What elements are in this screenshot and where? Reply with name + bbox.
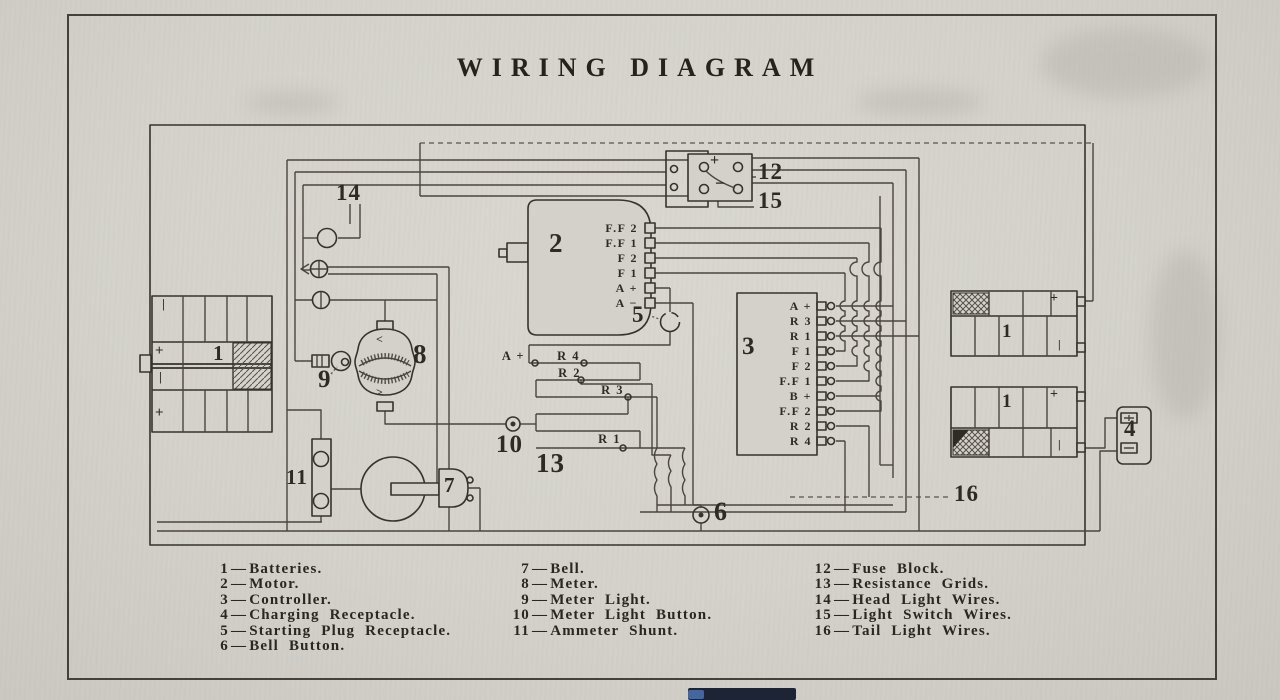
legend-dash: — bbox=[231, 637, 248, 654]
legend-dash: — bbox=[231, 607, 248, 624]
battery-left-mark: | bbox=[162, 296, 166, 311]
legend-item-number: 1 bbox=[220, 561, 229, 577]
callout-controller: 3 bbox=[742, 333, 756, 360]
legend-item-label: Charging Receptacle. bbox=[249, 607, 416, 624]
grid-tap-r1: R 1 bbox=[598, 432, 621, 446]
controller-terminal-label: R 3 bbox=[789, 314, 812, 328]
page-title: WIRING DIAGRAM bbox=[456, 53, 824, 82]
controller-terminal-label: R 4 bbox=[789, 434, 812, 448]
battery-right-bottom-plus: + bbox=[1050, 387, 1059, 402]
meter-arrow-top: < bbox=[376, 332, 384, 346]
legend-column-1 bbox=[203, 561, 451, 653]
battery-right-top-bar: | bbox=[1058, 337, 1062, 351]
legend-item bbox=[203, 623, 451, 638]
callout-fuse-block: 12 bbox=[758, 159, 783, 184]
legend-dash: — bbox=[532, 561, 549, 577]
battery-right-bottom-number: 1 bbox=[1002, 391, 1013, 412]
legend-item bbox=[798, 607, 1012, 622]
legend-dash: — bbox=[532, 576, 549, 593]
motor-terminal-label: F.F 1 bbox=[605, 236, 638, 250]
legend-item-label: Ammeter Shunt. bbox=[550, 622, 679, 639]
legend-item bbox=[203, 638, 451, 653]
controller-terminal-label: F 1 bbox=[791, 344, 812, 358]
legend-item-label: Fuse Block. bbox=[852, 561, 945, 577]
legend-item bbox=[498, 607, 712, 622]
controller-terminal-label: F.F 2 bbox=[779, 404, 812, 418]
battery-right-bottom-bar: | bbox=[1058, 437, 1062, 451]
callout-head-light-wires: 14 bbox=[336, 180, 361, 205]
controller-terminal-label: A + bbox=[789, 299, 812, 313]
callout-resistance-grids: 13 bbox=[536, 448, 565, 478]
legend-item-label: Controller. bbox=[249, 591, 332, 608]
legend-item-number: 16 bbox=[814, 622, 832, 639]
callout-charging-receptacle: 4 bbox=[1124, 416, 1137, 441]
battery-right-top-graphic bbox=[951, 291, 1085, 356]
legend-dash: — bbox=[532, 607, 549, 624]
callout-meter-light: 9 bbox=[318, 366, 332, 393]
grid-tap-r4: R 4 bbox=[557, 349, 580, 363]
callout-meter: 8 bbox=[413, 339, 428, 369]
legend-item-number: 6 bbox=[220, 637, 229, 654]
legend-dash: — bbox=[231, 561, 248, 577]
legend-item bbox=[498, 576, 712, 591]
resistance-grids-graphic bbox=[529, 360, 640, 451]
motor-terminal-label: F.F 2 bbox=[605, 221, 638, 235]
battery-left-number: 1 bbox=[213, 341, 225, 365]
legend-item bbox=[798, 623, 1012, 638]
legend-item bbox=[798, 576, 1012, 591]
legend-item-number: 10 bbox=[512, 607, 530, 624]
legend-item-label: Bell. bbox=[550, 561, 585, 577]
legend-item-label: Starting Plug Receptacle. bbox=[249, 622, 452, 639]
legend-item-number: 5 bbox=[220, 622, 229, 639]
legend-dash: — bbox=[231, 576, 248, 593]
photo-artifact-strip bbox=[688, 688, 796, 700]
legend-dash: — bbox=[834, 607, 851, 624]
bell-graphic bbox=[361, 457, 473, 521]
battery-right-bottom-graphic bbox=[951, 387, 1085, 457]
battery-left-mark: + bbox=[155, 405, 165, 421]
legend-item-label: Resistance Grids. bbox=[852, 576, 990, 593]
legend-item bbox=[498, 592, 712, 607]
legend-item-label: Tail Light Wires. bbox=[852, 622, 991, 639]
motor-terminal-label: A + bbox=[615, 281, 638, 295]
bell-button-graphic bbox=[693, 507, 709, 523]
controller-terminal-label: F 2 bbox=[791, 359, 812, 373]
legend-item-number: 2 bbox=[220, 576, 229, 593]
legend-item-label: Meter. bbox=[550, 576, 599, 593]
legend-column-3 bbox=[798, 561, 1012, 638]
battery-left-mark: + bbox=[155, 343, 165, 359]
callout-light-switch-wires: 15 bbox=[758, 188, 783, 213]
grid-tap-a-plus: A + bbox=[501, 349, 525, 363]
meter-graphic bbox=[355, 321, 415, 411]
legend-item-label: Head Light Wires. bbox=[852, 591, 1001, 608]
callout-ammeter-shunt: 11 bbox=[286, 465, 308, 489]
legend-item-number: 14 bbox=[814, 591, 832, 608]
legend-column-2 bbox=[498, 561, 712, 638]
fuse-plus-mark: + bbox=[710, 152, 721, 169]
controller-terminal-label: R 2 bbox=[789, 419, 812, 433]
headlight-terminals-graphic bbox=[311, 229, 337, 309]
callout-bell-button: 6 bbox=[714, 497, 728, 526]
legend-item-number: 7 bbox=[521, 561, 530, 577]
legend-item-number: 3 bbox=[220, 591, 229, 608]
legend-item bbox=[798, 561, 1012, 576]
legend-item bbox=[798, 592, 1012, 607]
callout-meter-light-button: 10 bbox=[496, 431, 523, 458]
legend-dash: — bbox=[231, 591, 248, 608]
meter-arrow-bottom: > bbox=[376, 385, 384, 399]
grid-tap-r3: R 3 bbox=[601, 383, 624, 397]
legend-item-label: Meter Light. bbox=[550, 591, 651, 608]
legend-dash: — bbox=[834, 576, 851, 593]
legend-dash: — bbox=[231, 622, 248, 639]
legend-item bbox=[203, 607, 451, 622]
legend-dash: — bbox=[834, 561, 851, 577]
legend-item-label: Motor. bbox=[249, 576, 300, 593]
meter-light-button-graphic bbox=[506, 417, 520, 431]
starting-plug-receptacle-graphic bbox=[661, 313, 680, 332]
legend-item bbox=[498, 561, 712, 576]
motor-terminal-label: F 2 bbox=[617, 251, 638, 265]
battery-right-top-number: 1 bbox=[1002, 321, 1013, 342]
legend-item bbox=[498, 623, 712, 638]
photo-artifact-highlight bbox=[688, 690, 704, 699]
motor-terminal-label: A − bbox=[615, 296, 638, 310]
legend-item-number: 9 bbox=[521, 591, 530, 608]
legend-item-number: 15 bbox=[814, 607, 832, 624]
legend-item-number: 11 bbox=[513, 622, 530, 639]
motor-terminal-label: F 1 bbox=[617, 266, 638, 280]
legend-item bbox=[203, 561, 451, 576]
fuse-minus-mark: − bbox=[715, 173, 727, 193]
callout-starting-plug: 5 bbox=[632, 302, 645, 327]
battery-right-top-plus: + bbox=[1050, 291, 1059, 306]
controller-terminal-label: B + bbox=[789, 389, 812, 403]
legend-item-label: Batteries. bbox=[249, 561, 323, 577]
legend-item-number: 12 bbox=[814, 561, 832, 577]
legend-dash: — bbox=[532, 622, 549, 639]
legend-item-label: Light Switch Wires. bbox=[852, 607, 1013, 624]
legend-item-number: 13 bbox=[814, 576, 832, 593]
controller-terminal-label: R 1 bbox=[789, 329, 812, 343]
callout-bell: 7 bbox=[444, 473, 456, 497]
grid-tap-r2: R 2 bbox=[558, 366, 581, 380]
controller-terminal-label: F.F 1 bbox=[779, 374, 812, 388]
legend-item-label: Bell Button. bbox=[249, 637, 346, 654]
legend-dash: — bbox=[834, 591, 851, 608]
legend-dash: — bbox=[532, 591, 549, 608]
legend-item-label: Meter Light Button. bbox=[550, 607, 713, 624]
battery-left-mark: | bbox=[159, 369, 163, 384]
legend-item bbox=[203, 592, 451, 607]
legend-item-number: 4 bbox=[220, 607, 229, 624]
callout-motor: 2 bbox=[549, 228, 564, 258]
legend-item-number: 8 bbox=[521, 576, 530, 593]
legend-item bbox=[203, 576, 451, 591]
legend-dash: — bbox=[834, 622, 851, 639]
callout-tail-light-wires: 16 bbox=[954, 481, 979, 506]
ammeter-shunt-graphic bbox=[312, 439, 331, 516]
